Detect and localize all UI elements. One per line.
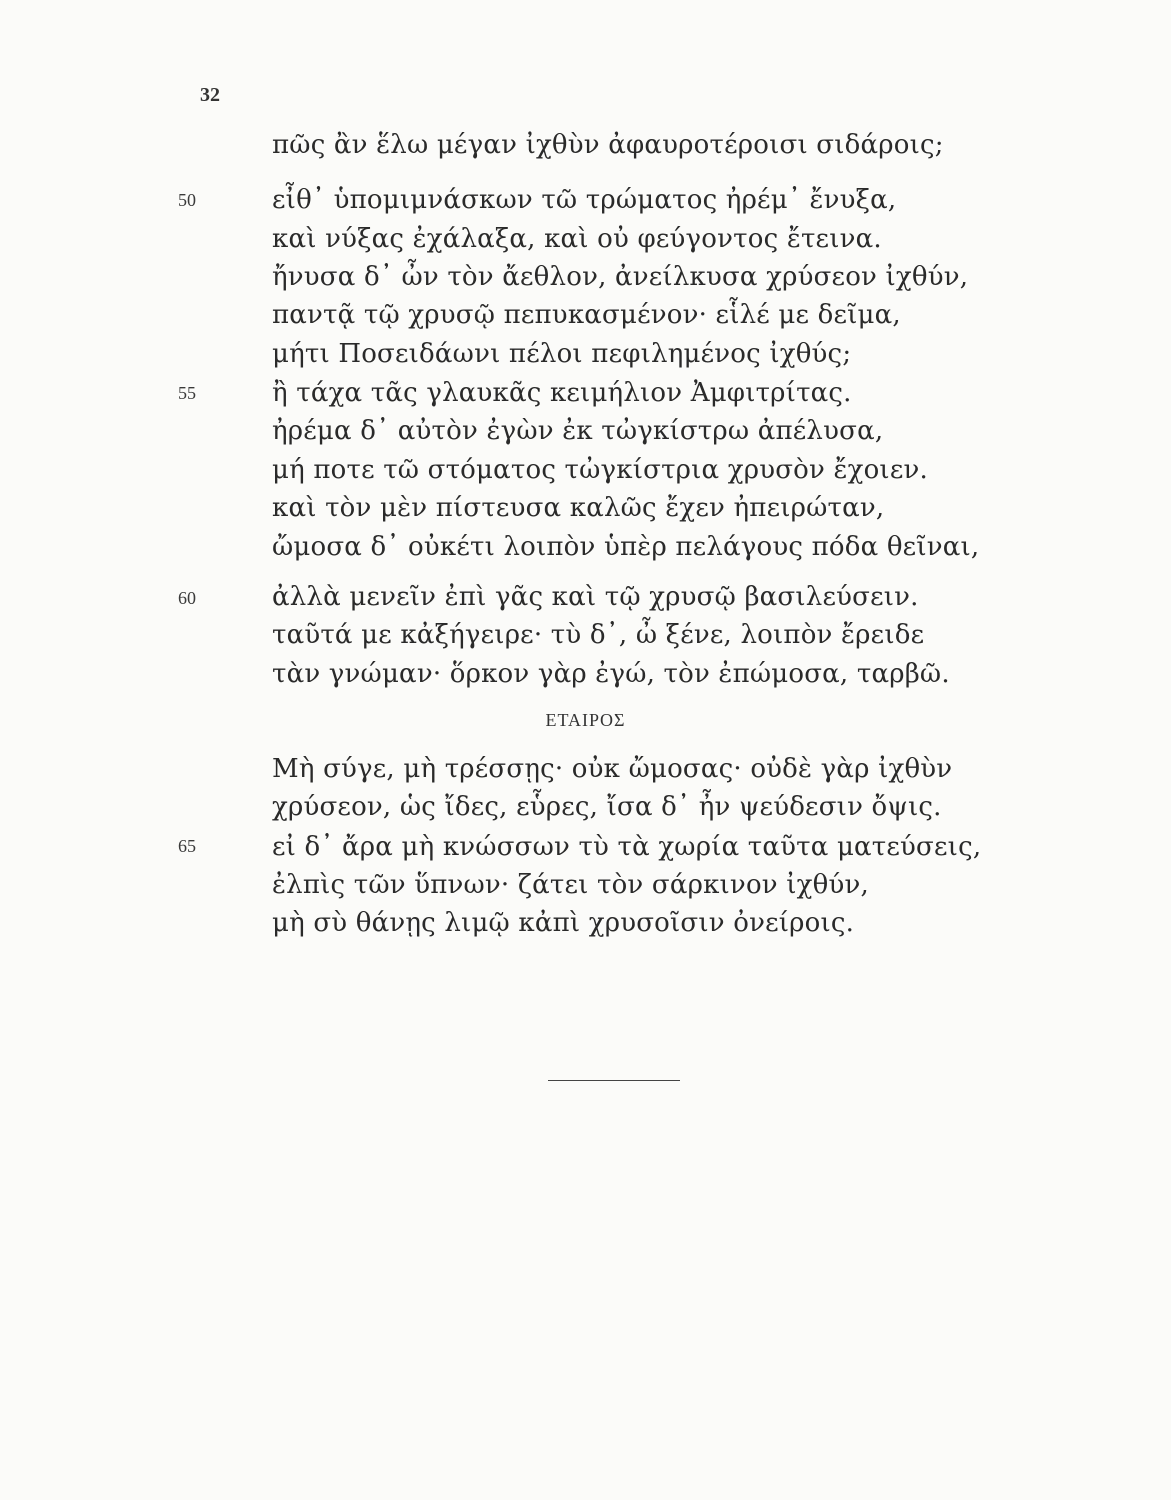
- page-number: 32: [200, 84, 220, 106]
- verse-line: τὰν γνώμαν· ὅρκον γὰρ ἐγώ, τὸν ἐπώμοσα, ταρβῶ.: [272, 659, 950, 689]
- verse-line: ὤμοσα δ᾽ οὐκέτι λοιπὸν ὑπὲρ πελάγους πόδα θεῖναι,: [272, 532, 980, 562]
- speaker-label: ΕΤΑΙΡΟΣ: [545, 710, 626, 730]
- verse-line: ἢ τάχα τᾶς γλαυκᾶς κειμήλιον Ἀμφιτρίτας.: [272, 378, 852, 408]
- line-number: 50: [178, 190, 196, 210]
- verse-line: ἤνυσα δ᾽ ὦν τὸν ἄεθλον, ἀνείλκυσα χρύσεον ἰχθύν,: [272, 262, 969, 292]
- verse-line: μήτι Ποσειδάωνι πέλοι πεφιλημένος ἰχθύς;: [272, 339, 852, 369]
- verse-line: καὶ τὸν μὲν πίστευσα καλῶς ἔχεν ἠπειρώταν,: [272, 493, 885, 523]
- verse-line: Μὴ σύγε, μὴ τρέσσῃς· οὐκ ὤμοσας· οὐδὲ γὰρ ἰχθὺν: [272, 754, 953, 784]
- verse-line: ταῦτά με κἀξήγειρε· τὺ δ᾽, ὦ ξένε, λοιπὸν ἔρειδε: [272, 620, 925, 650]
- verse-line: παντᾷ τῷ χρυσῷ πεπυκασμένον· εἷλέ με δεῖμα,: [272, 300, 901, 330]
- line-number: 65: [178, 836, 196, 856]
- section-divider: [548, 1080, 680, 1081]
- verse-line: καὶ νύξας ἐχάλαξα, καὶ οὐ φεύγοντος ἔτεινα.: [272, 224, 882, 254]
- verse-line: χρύσεον, ὡς ἴδες, εὗρες, ἴσα δ᾽ ἦν ψεύδεσιν ὄψις.: [272, 792, 942, 822]
- verse-line: εἶθ᾽ ὑπομιμνάσκων τῶ τρώματος ἠρέμ᾽ ἔνυξα,: [272, 185, 897, 215]
- verse-line: ἀλλὰ μενεῖν ἐπὶ γᾶς καὶ τῷ χρυσῷ βασιλεύσειν.: [272, 582, 919, 612]
- verse-line: ἐλπὶς τῶν ὕπνων· ζάτει τὸν σάρκινον ἰχθύν,: [272, 870, 869, 900]
- verse-line: εἰ δ᾽ ἄρα μὴ κνώσσων τὺ τὰ χωρία ταῦτα ματεύσεις,: [272, 832, 982, 862]
- verse-line: ἠρέμα δ᾽ αὐτὸν ἐγὼν ἐκ τὠγκίστρω ἀπέλυσα,: [272, 416, 884, 446]
- verse-line: μὴ σὺ θάνῃς λιμῷ κἀπὶ χρυσοῖσιν ὀνείροις.: [272, 908, 855, 938]
- line-number: 55: [178, 383, 196, 403]
- verse-line: πῶς ἂν ἕλω μέγαν ἰχθὺν ἀφαυροτέροισι σιδάροις;: [272, 130, 944, 160]
- verse-line: μή ποτε τῶ στόματος τὠγκίστρια χρυσὸν ἔχοιεν.: [272, 455, 928, 485]
- line-number: 60: [178, 588, 196, 608]
